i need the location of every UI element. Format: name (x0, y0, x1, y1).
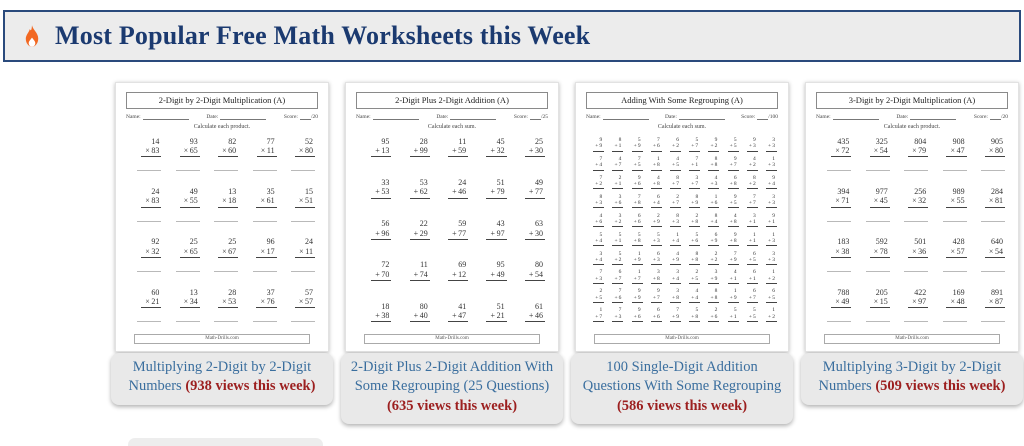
math-problem: 5 + 5 (740, 307, 759, 322)
math-problem: 2 + 7 (663, 194, 682, 209)
math-problem: 8 + 3 (663, 213, 682, 228)
math-problem: 4 + 6 (586, 213, 605, 228)
worksheet-caption[interactable] (571, 353, 793, 424)
answer-line (253, 221, 277, 222)
math-problem: 7 + 4 (586, 156, 605, 171)
math-problem: 13 × 18 (203, 187, 241, 221)
answer-line (176, 221, 200, 222)
answer-line (291, 271, 315, 272)
math-problem: 2 + 1 (605, 175, 624, 190)
math-problem: 1 + 1 (740, 232, 759, 247)
views-count[interactable]: (938 views this week) (185, 378, 316, 395)
math-problem: 3 + 4 (663, 269, 682, 284)
math-problem: 82 × 60 (203, 137, 241, 171)
answer-line (943, 321, 967, 322)
math-problem: 57 × 57 (280, 288, 318, 322)
worksheet-thumbnail[interactable] (345, 82, 559, 352)
name-blank-line (833, 115, 879, 120)
math-problem: 6 + 6 (624, 213, 643, 228)
math-problem: 25 × 67 (203, 237, 241, 271)
math-problem: 4 + 8 (644, 175, 663, 190)
answer-line (827, 321, 851, 322)
math-problem: 95 + 49 (471, 260, 509, 280)
math-problem: 8 + 4 (701, 213, 720, 228)
math-problem: 3 + 1 (740, 213, 759, 228)
math-problem: 7 + 3 (586, 269, 605, 284)
math-problem: 256 × 32 (893, 187, 931, 221)
math-problem: 9 + 2 (701, 137, 720, 152)
date-label: Date: (436, 114, 449, 120)
answer-line (981, 221, 1005, 222)
math-problem: 5 + 2 (605, 251, 624, 266)
math-problem: 52 × 80 (280, 137, 318, 171)
math-problem: 908 × 47 (931, 137, 969, 171)
answer-line (137, 221, 161, 222)
math-problem: 18 + 38 (356, 302, 394, 322)
math-problem: 7 + 6 (605, 288, 624, 303)
worksheet-card (801, 82, 1023, 405)
math-problem: 9 + 7 (720, 156, 739, 171)
worksheet-caption[interactable] (341, 353, 563, 424)
math-problem: 4 + 9 (663, 251, 682, 266)
math-problem: 9 + 5 (720, 194, 739, 209)
math-problem: 8 + 8 (682, 251, 701, 266)
math-problem: 92 × 32 (126, 237, 164, 271)
math-problem: 5 + 5 (720, 137, 739, 152)
math-problem: 9 + 6 (624, 175, 643, 190)
math-problem: 25 × 65 (164, 237, 202, 271)
answer-line (981, 321, 1005, 322)
math-problem: 41 + 47 (433, 302, 471, 322)
worksheet-meta-row (814, 114, 1010, 120)
math-problem: 3 + 3 (759, 194, 778, 209)
math-problem: 9 + 4 (759, 175, 778, 190)
math-problem: 72 + 70 (356, 260, 394, 280)
score-label: Score: (283, 114, 298, 120)
math-problem: 9 + 9 (624, 288, 643, 303)
math-problem: 77 × 11 (241, 137, 279, 171)
answer-line (943, 271, 967, 272)
math-problem: 6 + 5 (740, 251, 759, 266)
name-label: Name: (356, 114, 371, 120)
math-problem: 13 × 34 (164, 288, 202, 322)
flame-icon (19, 20, 45, 52)
math-problem: 8 + 3 (586, 194, 605, 209)
next-section-peek (128, 438, 323, 446)
math-problem: 5 + 1 (605, 232, 624, 247)
name-blank-line (143, 115, 189, 120)
math-problem: 325 × 54 (854, 137, 892, 171)
score-denominator: /20 (310, 114, 318, 120)
date-blank-line (679, 115, 725, 120)
worksheet-instruction: Calculate each sum. (657, 124, 707, 130)
math-problem: 3 + 3 (759, 137, 778, 152)
worksheet-link[interactable]: Multiplying 2-Digit by 2-Digit Numbers (128, 359, 312, 395)
answer-line (904, 321, 928, 322)
math-problem: 7 + 6 (644, 137, 663, 152)
math-problem: 7 + 3 (605, 307, 624, 322)
math-problem: 51 + 21 (471, 302, 509, 322)
answer-line (866, 170, 890, 171)
math-problem: 61 + 46 (510, 302, 548, 322)
worksheet-title: 2-Digit by 2-Digit Multiplication (A) (126, 92, 318, 109)
math-problem: 53 + 62 (394, 178, 432, 198)
date-label: Date: (664, 114, 677, 120)
math-problem: 5 + 1 (720, 307, 739, 322)
math-problem: 80 + 40 (394, 302, 432, 322)
name-blank-line (603, 115, 649, 120)
math-problem: 3 + 2 (605, 213, 624, 228)
math-problem: 1 + 3 (759, 232, 778, 247)
worksheet-card (341, 82, 563, 424)
score-label: Score: (513, 114, 528, 120)
answer-line (214, 221, 238, 222)
worksheet-thumbnail[interactable] (805, 82, 1019, 352)
name-blank-line (373, 115, 419, 120)
answer-line (904, 271, 928, 272)
answer-line (827, 271, 851, 272)
worksheet-instruction: Calculate each sum. (427, 124, 477, 130)
math-problem: 5 + 8 (682, 307, 701, 322)
math-problem: 1 + 9 (624, 251, 643, 266)
math-problem: 9 + 9 (586, 137, 605, 152)
math-problem: 69 + 12 (433, 260, 471, 280)
answer-line (866, 321, 890, 322)
math-problem: 989 × 55 (931, 187, 969, 221)
math-problem: 4 + 3 (701, 175, 720, 190)
answer-line (214, 321, 238, 322)
math-problem: 24 + 46 (433, 178, 471, 198)
math-problem: 788 × 49 (816, 288, 854, 322)
math-problem: 8 + 7 (663, 175, 682, 190)
math-problem: 1 + 7 (586, 307, 605, 322)
answer-line (176, 321, 200, 322)
math-problem: 3 + 8 (663, 288, 682, 303)
math-problem: 6 + 5 (759, 288, 778, 303)
math-problem: 7 + 7 (740, 194, 759, 209)
math-problem: 640 × 54 (970, 237, 1008, 271)
math-problem: 6 + 7 (605, 269, 624, 284)
answer-line (214, 170, 238, 171)
math-problem: 501 × 36 (893, 237, 931, 271)
worksheet-meta-row (124, 114, 320, 120)
answer-line (827, 170, 851, 171)
math-problem: 2 + 5 (586, 288, 605, 303)
date-blank-line (220, 115, 266, 120)
problem-grid (124, 135, 320, 330)
math-problem: 3 + 7 (682, 175, 701, 190)
math-problem: 22 + 29 (394, 219, 432, 239)
math-problem: 2 + 5 (682, 269, 701, 284)
score-label: Score: (741, 114, 756, 120)
math-problem: 428 × 57 (931, 237, 969, 271)
name-label: Name: (126, 114, 141, 120)
math-problem: 93 × 65 (164, 137, 202, 171)
math-problem: 3 + 6 (605, 194, 624, 209)
math-problem: 4 + 4 (682, 288, 701, 303)
answer-line (214, 271, 238, 272)
math-problem: 14 × 83 (126, 137, 164, 171)
answer-line (866, 271, 890, 272)
math-problem: 28 × 53 (203, 288, 241, 322)
math-problem: 49 + 77 (510, 178, 548, 198)
math-problem: 59 + 77 (433, 219, 471, 239)
answer-line (943, 170, 967, 171)
math-problem: 56 + 96 (356, 219, 394, 239)
answer-line (253, 271, 277, 272)
math-problem: 5 + 9 (624, 137, 643, 152)
math-problem: 49 × 55 (164, 187, 202, 221)
date-label: Date: (896, 114, 909, 120)
math-problem: 60 × 21 (126, 288, 164, 322)
math-problem: 3 + 3 (759, 251, 778, 266)
math-problem: 24 × 11 (280, 237, 318, 271)
answer-line (904, 170, 928, 171)
math-problem: 2 + 6 (701, 307, 720, 322)
math-problem: 5 + 7 (682, 137, 701, 152)
math-problem: 7 + 2 (586, 175, 605, 190)
math-problem: 37 × 76 (241, 288, 279, 322)
date-label: Date: (206, 114, 219, 120)
page-title: Most Popular Free Math Worksheets this Week (55, 21, 591, 50)
math-problem: 1 + 4 (663, 232, 682, 247)
math-problem: 435 × 72 (816, 137, 854, 171)
math-problem: 9 + 3 (740, 137, 759, 152)
math-problem: 6 + 8 (720, 175, 739, 190)
math-problem: 8 + 1 (605, 137, 624, 152)
score-denominator: /20 (1000, 114, 1008, 120)
math-problem: 8 + 2 (740, 175, 759, 190)
problem-grid (354, 135, 550, 330)
answer-line (253, 170, 277, 171)
answer-line (866, 221, 890, 222)
math-problem: 1 + 7 (624, 269, 643, 284)
math-problem: 6 + 6 (644, 307, 663, 322)
math-problem: 9 + 1 (759, 213, 778, 228)
math-problem: 35 × 61 (241, 187, 279, 221)
math-problem: 6 + 7 (740, 288, 759, 303)
answer-line (291, 321, 315, 322)
math-problem: 4 + 1 (720, 269, 739, 284)
math-problem: 422 × 97 (893, 288, 931, 322)
math-problem: 4 + 8 (720, 213, 739, 228)
answer-line (176, 271, 200, 272)
math-problem: 8 + 8 (701, 156, 720, 171)
views-count[interactable]: (586 views this week) (616, 397, 748, 414)
math-problem: 6 + 9 (701, 232, 720, 247)
math-problem: 24 × 83 (126, 187, 164, 221)
worksheet-title: Adding With Some Regrouping (A) (586, 92, 778, 109)
math-problem: 3 + 8 (644, 269, 663, 284)
worksheet-instruction: Calculate each product. (193, 124, 251, 130)
math-problem: 6 + 3 (644, 251, 663, 266)
math-problem: 6 + 1 (740, 269, 759, 284)
math-problem: 43 + 97 (471, 219, 509, 239)
math-problem: 5 + 3 (644, 232, 663, 247)
math-problem: 3 + 4 (586, 251, 605, 266)
answer-line (137, 170, 161, 171)
math-problem: 11 + 74 (394, 260, 432, 280)
name-label: Name: (816, 114, 831, 120)
worksheet-link[interactable]: 100 Single-Digit Addition Questions With Some Regrouping (582, 359, 782, 395)
score-denominator: /25 (540, 114, 548, 120)
math-problem: 5 + 8 (624, 232, 643, 247)
math-problem: 25 + 30 (510, 137, 548, 157)
answer-line (137, 321, 161, 322)
math-problem: 183 × 38 (816, 237, 854, 271)
score-label: Score: (973, 114, 988, 120)
worksheet-instruction: Calculate each product. (883, 124, 941, 130)
math-problem: 9 + 8 (720, 232, 739, 247)
answer-line (291, 221, 315, 222)
math-problem: 11 + 59 (433, 137, 471, 157)
score-blank-line (990, 115, 1001, 120)
math-problem: 1 + 6 (701, 194, 720, 209)
math-problem: 1 + 3 (759, 156, 778, 171)
worksheet-title: 2-Digit Plus 2-Digit Addition (A) (356, 92, 548, 109)
answer-line (176, 170, 200, 171)
math-problem: 4 + 2 (740, 156, 759, 171)
math-problem: 7 + 9 (663, 307, 682, 322)
math-problem: 2 + 9 (644, 213, 663, 228)
math-problem: 592 × 78 (854, 237, 892, 271)
date-blank-line (450, 115, 496, 120)
answer-line (943, 221, 967, 222)
math-problem: 4 + 5 (663, 156, 682, 171)
math-problem: 96 × 17 (241, 237, 279, 271)
math-problem: 9 + 7 (644, 288, 663, 303)
score-blank-line (757, 115, 768, 120)
math-problem: 1 + 8 (644, 156, 663, 171)
score-denominator: /100 (768, 114, 778, 120)
math-problem: 45 + 32 (471, 137, 509, 157)
problem-grid (584, 135, 780, 330)
answer-line (291, 170, 315, 171)
math-problem: 3 + 9 (701, 269, 720, 284)
math-problem: 1 + 9 (720, 288, 739, 303)
math-problem: 1 + 2 (759, 307, 778, 322)
math-problem: 7 + 1 (682, 156, 701, 171)
math-problem: 7 + 9 (720, 251, 739, 266)
math-problem: 977 × 45 (854, 187, 892, 221)
math-problem: 169 × 48 (931, 288, 969, 322)
math-problem: 6 + 2 (663, 137, 682, 152)
math-problem: 394 × 71 (816, 187, 854, 221)
math-problem: 9 + 6 (624, 307, 643, 322)
views-count[interactable]: (509 views this week) (875, 378, 1006, 395)
math-problem: 905 × 80 (970, 137, 1008, 171)
math-problem: 80 + 54 (510, 260, 548, 280)
math-problem: 8 + 9 (682, 194, 701, 209)
math-problem: 1 + 2 (759, 269, 778, 284)
worksheet-link[interactable]: 2-Digit Plus 2-Digit Addition With Some Regrouping (25 Questions) (350, 359, 554, 395)
answer-line (904, 221, 928, 222)
math-problem: 28 + 99 (394, 137, 432, 157)
worksheet-title: 3-Digit by 2-Digit Multiplication (A) (816, 92, 1008, 109)
worksheet-footer: Math-Drills.com (824, 334, 1000, 344)
worksheet-link[interactable]: Multiplying 3-Digit by 2-Digit Numbers (818, 359, 1002, 395)
worksheet-thumbnail[interactable] (115, 82, 329, 352)
math-problem: 5 + 4 (586, 232, 605, 247)
worksheet-footer: Math-Drills.com (364, 334, 540, 344)
worksheet-card (111, 82, 333, 405)
math-problem: 2 + 2 (701, 251, 720, 266)
math-problem: 7 + 5 (624, 156, 643, 171)
math-problem: 33 + 53 (356, 178, 394, 198)
worksheet-meta-row (354, 114, 550, 120)
math-problem: 205 × 15 (854, 288, 892, 322)
math-problem: 6 + 4 (644, 194, 663, 209)
date-blank-line (910, 115, 956, 120)
math-problem: 891 × 87 (970, 288, 1008, 322)
math-problem: 5 + 6 (682, 232, 701, 247)
worksheet-meta-row (584, 114, 780, 120)
answer-line (827, 221, 851, 222)
math-problem: 63 + 30 (510, 219, 548, 239)
math-problem: 284 × 81 (970, 187, 1008, 221)
answer-line (981, 170, 1005, 171)
math-problem: 15 × 51 (280, 187, 318, 221)
name-label: Name: (586, 114, 601, 120)
views-count[interactable]: (635 views this week) (386, 397, 518, 414)
math-problem: 804 × 79 (893, 137, 931, 171)
worksheet-footer: Math-Drills.com (594, 334, 770, 344)
score-blank-line (300, 115, 311, 120)
math-problem: 51 + 79 (471, 178, 509, 198)
problem-grid (814, 135, 1010, 330)
math-problem: 8 + 8 (701, 288, 720, 303)
worksheet-thumbnail[interactable] (575, 82, 789, 352)
math-problem: 4 + 7 (605, 156, 624, 171)
math-problem: 2 + 8 (682, 213, 701, 228)
worksheet-caption[interactable] (111, 353, 333, 405)
popular-this-week-header (3, 10, 1021, 62)
answer-line (137, 271, 161, 272)
worksheet-card (571, 82, 793, 424)
worksheet-caption[interactable] (801, 353, 1023, 405)
worksheet-footer: Math-Drills.com (134, 334, 310, 344)
answer-line (981, 271, 1005, 272)
answer-line (253, 321, 277, 322)
score-blank-line (530, 115, 541, 120)
math-problem: 95 + 13 (356, 137, 394, 157)
math-problem: 7 + 8 (624, 194, 643, 209)
